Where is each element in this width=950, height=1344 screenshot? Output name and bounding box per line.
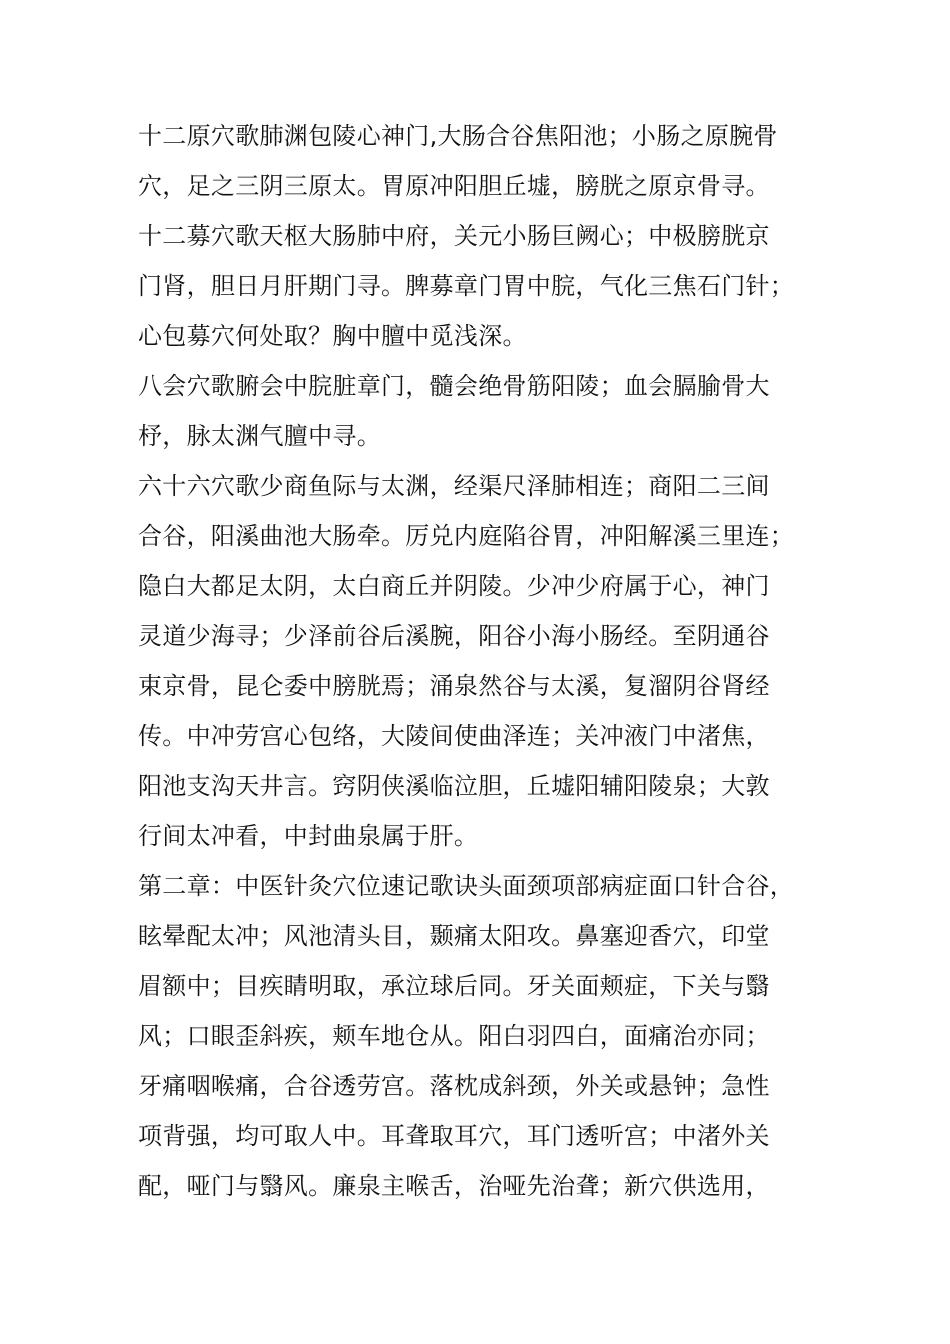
text-line: 灵道少海寻；少泽前谷后溪腕，阳谷小海小肠经。至阴通谷	[138, 622, 770, 650]
text-line: 配，哑门与翳风。廉泉主喉舌，治哑先治聋；新穴供选用，	[138, 1172, 770, 1200]
text-line: 心包募穴何处取？胸中膻中觅浅深。	[138, 322, 527, 350]
text-line: 第二章：中医针灸穴位速记歌诀头面颈项部病症面口针合谷，	[138, 872, 795, 900]
text-line: 十二原穴歌肺渊包陵心神门,大肠合谷焦阳池；小肠之原腕骨	[138, 122, 778, 150]
text-line: 杼，脉太渊气膻中寻。	[138, 422, 381, 450]
text-line: 风；口眼歪斜疾，颊车地仓从。阳白羽四白，面痛治亦同；	[138, 1022, 770, 1050]
text-line: 八会穴歌腑会中脘脏章门，髓会绝骨筋阳陵；血会膈腧骨大	[138, 372, 770, 400]
text-line: 门肾，胆日月肝期门寻。脾募章门胃中脘，气化三焦石门针；	[138, 272, 795, 300]
text-line: 传。中冲劳宫心包络，大陵间使曲泽连；关冲液门中渚焦，	[138, 722, 770, 750]
body-text	[138, 111, 818, 1211]
text-line: 眉额中；目疾睛明取，承泣球后同。牙关面颊症，下关与翳	[138, 972, 770, 1000]
text-line: 合谷，阳溪曲池大肠牵。厉兑内庭陷谷胃，冲阳解溪三里连；	[138, 522, 795, 550]
text-line: 穴，足之三阴三原太。胃原冲阳胆丘墟，膀胱之原京骨寻。	[138, 172, 770, 200]
text-line: 阳池支沟天井言。窍阴侠溪临泣胆，丘墟阳辅阳陵泉；大敦	[138, 772, 770, 800]
text-line: 项背强，均可取人中。耳聋取耳穴，耳门透听宫；中渚外关	[138, 1122, 770, 1150]
text-line: 眩晕配太冲；风池清头目，颞痛太阳攻。鼻塞迎香穴，印堂	[138, 922, 770, 950]
text-line: 牙痛咽喉痛，合谷透劳宫。落枕成斜颈，外关或悬钟；急性	[138, 1072, 770, 1100]
text-line: 束京骨，昆仑委中膀胱焉；涌泉然谷与太溪，复溜阴谷肾经	[138, 672, 770, 700]
text-line: 六十六穴歌少商鱼际与太渊，经渠尺泽肺相连；商阳二三间	[138, 472, 770, 500]
text-line: 行间太冲看，中封曲泉属于肝。	[138, 822, 479, 850]
text-line: 隐白大都足太阴，太白商丘并阴陵。少冲少府属于心，神门	[138, 572, 770, 600]
text-line: 十二募穴歌天枢大肠肺中府，关元小肠巨阙心；中极膀胱京	[138, 222, 770, 250]
